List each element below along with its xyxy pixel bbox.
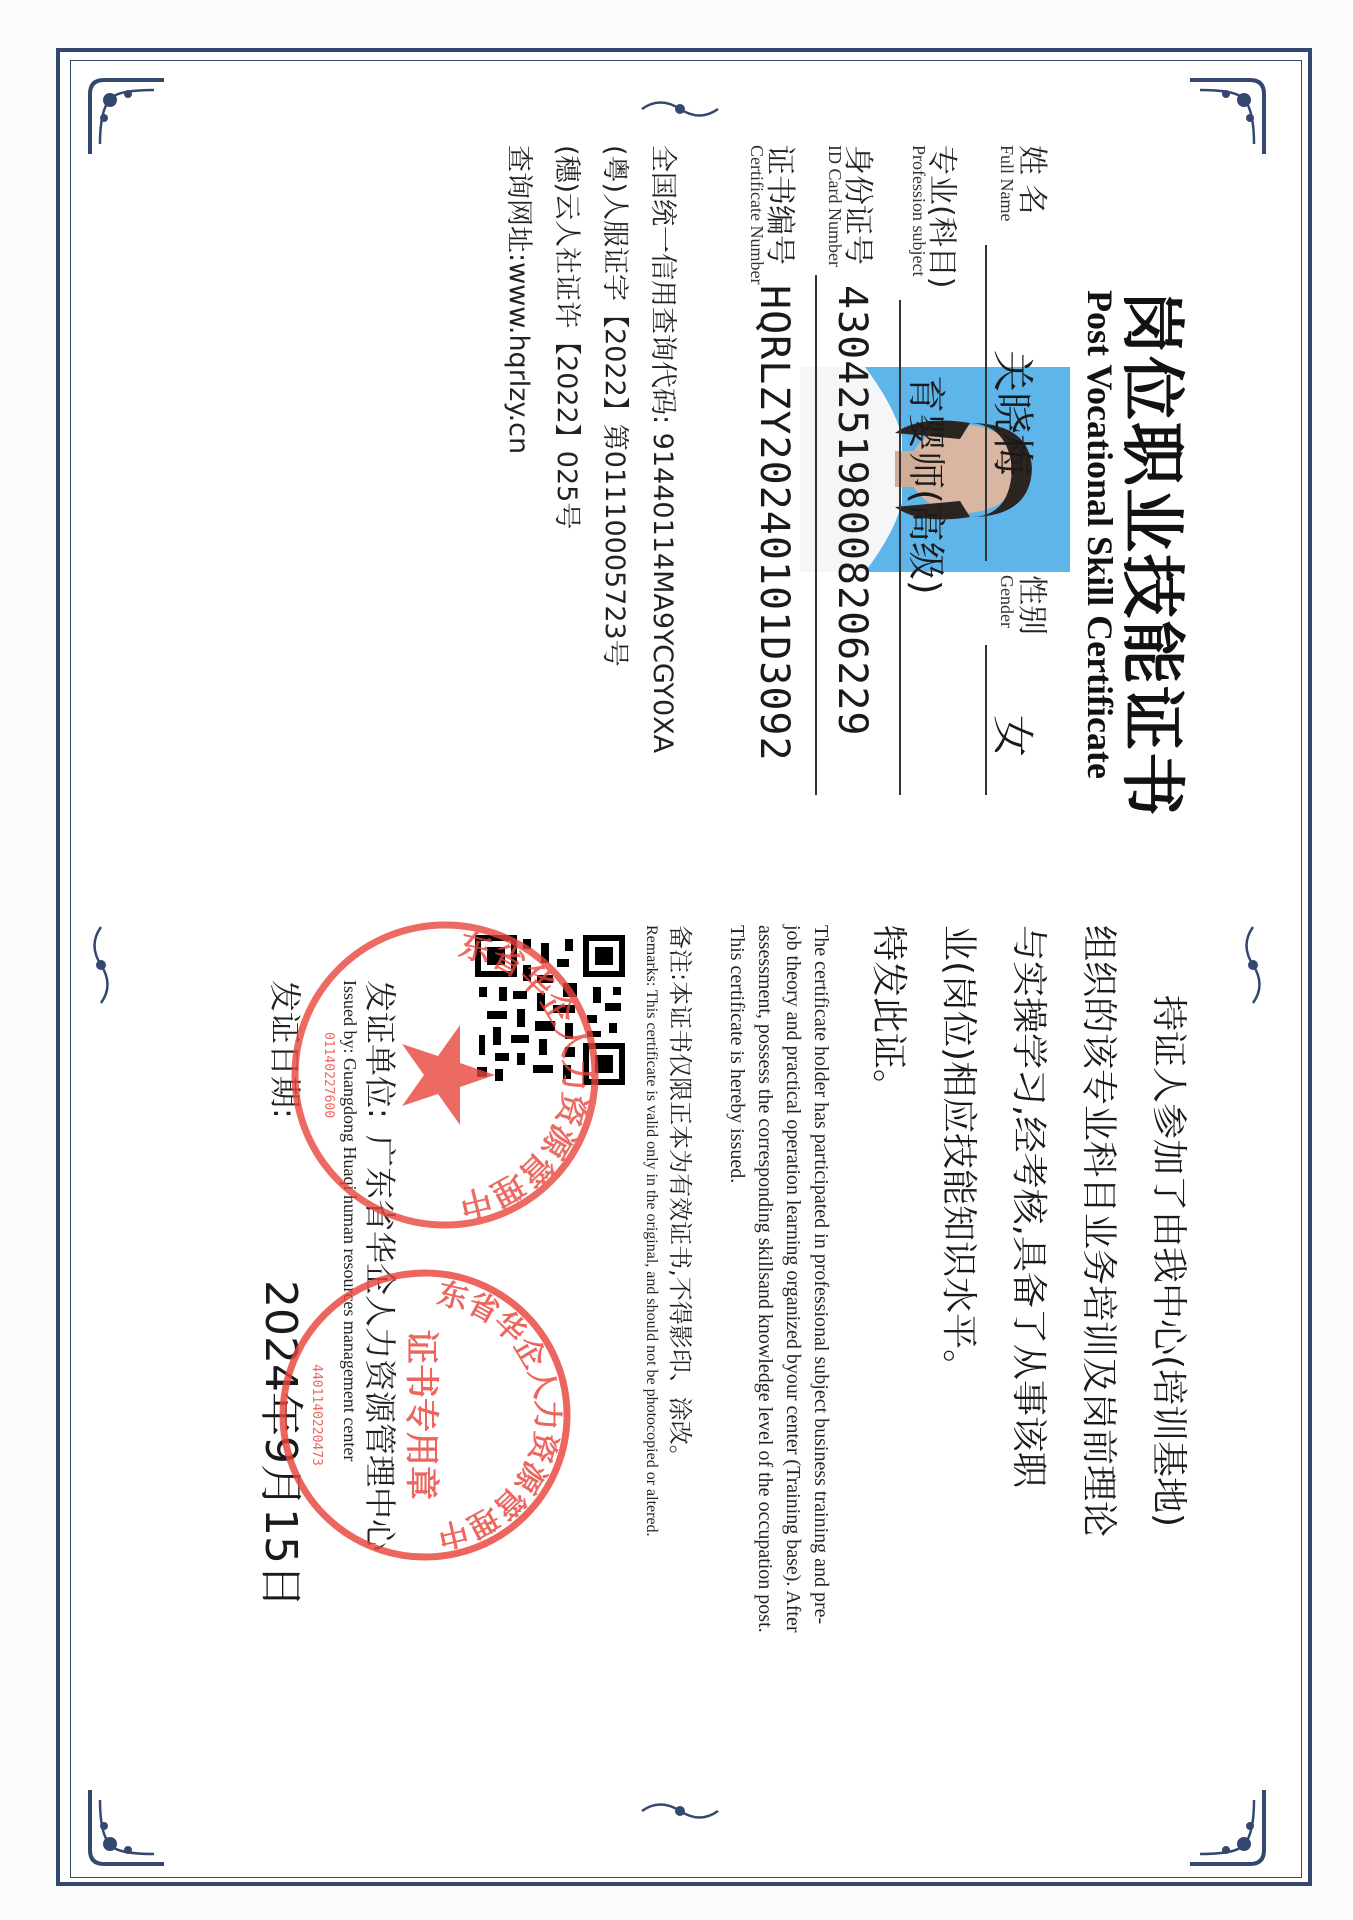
- name-underline: [986, 245, 988, 561]
- svg-text:广东省华企人力资源管理中心: 东省华企人力资源管理中: [434, 1276, 564, 1554]
- name-label-en: Full Name: [997, 145, 1017, 222]
- statement-cn-line-5: 特发此证。: [868, 925, 909, 1106]
- edge-ornament-left: [86, 925, 116, 1005]
- svg-text:证书专用章: 证书专用章: [401, 1330, 441, 1500]
- issuer-value: 广东省华企人力资源管理中心: [361, 1135, 399, 1552]
- query-website-text: 查询网址:www.hqrlzy.cn: [503, 145, 534, 455]
- edge-ornament-bottom: [640, 1796, 720, 1826]
- official-seal-2: [271, 1265, 575, 1565]
- official-seal-1: [281, 915, 605, 1235]
- statement-cn-line-3: 与实操学习,经考核,具备了从事该职: [1008, 925, 1049, 1488]
- issue-date-value: 2024年9月15日: [255, 1280, 306, 1608]
- profession-underline: [900, 300, 902, 795]
- edge-ornament-top: [640, 94, 720, 124]
- corner-ornament-bottom-right: [1184, 1784, 1270, 1870]
- profession-label-cn: 专业(科目): [924, 145, 959, 289]
- statement-cn-line-2: 组织的该专业科目业务培训及岗前理论: [1078, 925, 1119, 1538]
- remark-cn: 备注:本证书仅限正本为有效证书,不得影印、涂改。: [666, 925, 694, 1469]
- statement-cn-line-4: 业(岗位)相应技能知识水平。: [938, 925, 979, 1386]
- corner-ornament-bottom-left: [84, 1784, 170, 1870]
- name-value: 关晓梅: [988, 350, 1037, 477]
- statement-en: The certificate holder has participated in professional subject business training and pre-job theory and practical operation learning organized byour center (Training base). After assessment, possess the corresponding skillsand knowledge level of the occupation post. This certificate is hereby issued.: [726, 925, 832, 1633]
- issuer-label: 发证单位:: [361, 980, 399, 1119]
- remark-en: Remarks: This certificate is valid only in the original, and should not be photocopied or altered.: [643, 925, 660, 1537]
- statement-cn-line-1: 持证人参加了由我中心(培训基地): [1148, 995, 1189, 1528]
- gender-label-cn: 性别: [1014, 575, 1049, 635]
- certificate-title-en: Post Vocational Skill Certificate: [1080, 290, 1120, 779]
- cert-number-label-cn: 证书编号: [762, 145, 797, 265]
- credit-code-text: 全国统一信用查询代码: 91440114MA9YCGY0XA: [647, 145, 678, 754]
- gender-label-en: Gender: [997, 575, 1017, 628]
- svg-text:4401140220473: 4401140220473: [309, 1364, 324, 1466]
- certificate-title-cn: 岗位职业技能证书: [1114, 290, 1188, 818]
- gender-value: 女: [988, 715, 1037, 758]
- issuer-en: Issued by: Guangdong Huaqi human resources management center: [340, 980, 360, 1462]
- id-label-cn: 身份证号: [840, 145, 875, 265]
- gender-underline: [986, 645, 988, 795]
- cert-number-value: HQRLZY20240101D3092: [751, 285, 797, 762]
- profession-label-en: Profession subject: [909, 145, 929, 277]
- license-text-2: (穗)云人社证许【2022】025号: [551, 145, 582, 530]
- id-underline: [816, 275, 818, 795]
- id-label-en: ID Card Number: [825, 145, 845, 267]
- license-text-1: (粤)人服证字【2022】第01110005723号: [599, 145, 630, 667]
- svg-text:01140227600: 01140227600: [321, 1031, 336, 1119]
- edge-ornament-right: [1238, 925, 1268, 1005]
- profession-value: 育婴师(高级): [904, 375, 948, 595]
- certificate-content: [145, 145, 1205, 1775]
- cert-number-label-en: Certificate Number: [747, 145, 767, 285]
- issue-date-label: 发证日期:: [266, 980, 304, 1119]
- name-label-cn: 姓 名: [1014, 145, 1049, 215]
- id-value: 430425198008206229: [829, 285, 875, 737]
- svg-text:广东省华企人力资源管理中心: 东省华企人力资源管理中: [455, 925, 595, 1225]
